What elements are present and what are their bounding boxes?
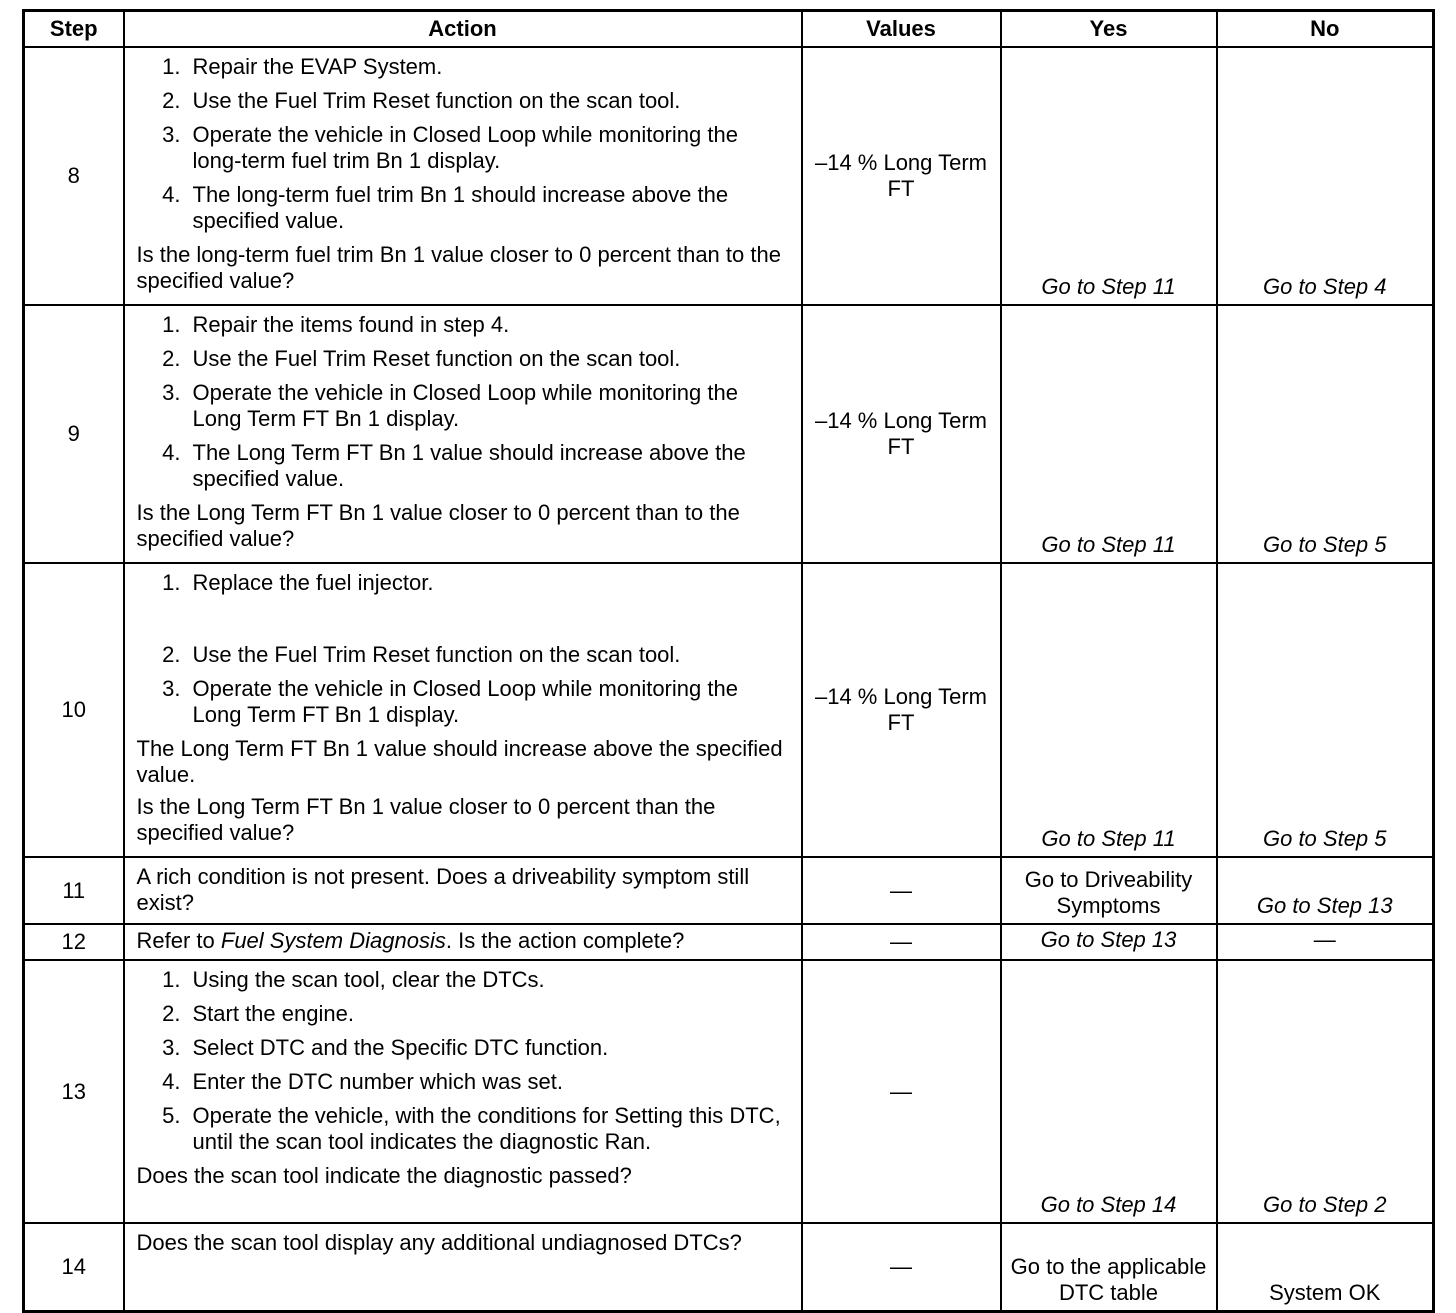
yes-cell: Go to Step 13	[1001, 924, 1217, 960]
action-cell	[124, 563, 802, 857]
yes-cell: Go to Step 11	[1001, 563, 1217, 857]
yes-cell: Go to Step 11	[1001, 305, 1217, 563]
list-item: 2. Use the Fuel Trim Reset function on the scan tool.	[162, 642, 681, 667]
values-cell: —	[802, 960, 1001, 1223]
no-cell: Go to Step 5	[1217, 563, 1434, 857]
question-text: Is the long-term fuel trim Bn 1 value closer to 0 percent than to the specified value?	[136, 242, 781, 293]
step-number: 14	[24, 1223, 124, 1311]
question-text: Is the Long Term FT Bn 1 value closer to 0 percent than to the specified value?	[136, 500, 740, 551]
reference-title: Fuel System Diagnosis	[220, 928, 446, 953]
action-cell: A rich condition is not present. Does a driveability symptom still exist?	[124, 857, 802, 924]
header-action: Action	[124, 11, 802, 48]
no-cell: System OK	[1217, 1223, 1434, 1311]
yes-cell: Go to Driveability Symptoms	[1001, 857, 1217, 924]
list-item: 4. The long-term fuel trim Bn 1 should increase above the specified value.	[162, 182, 729, 233]
no-cell: Go to Step 2	[1217, 960, 1434, 1223]
question-text: Does the scan tool indicate the diagnostic passed?	[136, 1163, 632, 1188]
note-text: The Long Term FT Bn 1 value should increase above the specified value.	[136, 736, 783, 787]
values-cell: —	[802, 1223, 1001, 1311]
no-cell: Go to Step 13	[1217, 857, 1434, 924]
values-cell: —	[802, 857, 1001, 924]
action-cell	[124, 47, 802, 305]
table-row	[24, 563, 1434, 857]
yes-cell: Go to Step 14	[1001, 960, 1217, 1223]
step-number: 8	[24, 47, 124, 305]
list-item: 1. Repair the EVAP System.	[162, 54, 443, 79]
values-cell: –14 % Long Term FT	[802, 563, 1001, 857]
action-cell: Refer to Fuel System Diagnosis. Is the action complete?	[124, 924, 802, 960]
list-item: 4. Enter the DTC number which was set.	[162, 1069, 563, 1094]
list-item: 4. The Long Term FT Bn 1 value should increase above the specified value.	[162, 440, 746, 491]
no-cell: Go to Step 4	[1217, 47, 1434, 305]
action-cell	[124, 960, 802, 1223]
list-item: 2. Use the Fuel Trim Reset function on the scan tool.	[162, 88, 681, 113]
step-number: 9	[24, 305, 124, 563]
list-item: 2. Start the engine.	[162, 1001, 354, 1026]
table-row	[24, 47, 1434, 305]
values-cell: —	[802, 924, 1001, 960]
header-step: Step	[24, 11, 124, 48]
list-item: 2. Use the Fuel Trim Reset function on the scan tool.	[162, 346, 681, 371]
list-item: 1. Repair the items found in step 4.	[162, 312, 510, 337]
list-item: 3. Select DTC and the Specific DTC function.	[162, 1035, 609, 1060]
list-item: 3. Operate the vehicle in Closed Loop while monitoring the Long Term FT Bn 1 display.	[162, 380, 738, 431]
yes-cell: Go to Step 11	[1001, 47, 1217, 305]
question-text: Is the Long Term FT Bn 1 value closer to 0 percent than the specified value?	[136, 794, 716, 845]
list-item: 1. Using the scan tool, clear the DTCs.	[162, 967, 545, 992]
header-row	[24, 11, 1434, 48]
step-number: 12	[24, 924, 124, 960]
header-no: No	[1217, 11, 1434, 48]
values-cell: –14 % Long Term FT	[802, 305, 1001, 563]
table-row	[24, 924, 1434, 960]
diagnostic-table	[22, 9, 1435, 1313]
header-values: Values	[802, 11, 1001, 48]
table-row	[24, 305, 1434, 563]
values-cell: –14 % Long Term FT	[802, 47, 1001, 305]
list-item: 1. Replace the fuel injector.	[162, 570, 434, 595]
step-number: 11	[24, 857, 124, 924]
header-yes: Yes	[1001, 11, 1217, 48]
list-item: 3. Operate the vehicle in Closed Loop while monitoring the Long Term FT Bn 1 display.	[162, 676, 738, 727]
step-number: 13	[24, 960, 124, 1223]
no-cell: —	[1217, 924, 1434, 960]
no-cell: Go to Step 5	[1217, 305, 1434, 563]
list-item: 5. Operate the vehicle, with the conditions for Setting this DTC, until the scan tool indicates the diagnostic Ran.	[162, 1103, 781, 1154]
table-row	[24, 960, 1434, 1223]
action-cell: Does the scan tool display any additional undiagnosed DTCs?	[124, 1223, 802, 1311]
table-row	[24, 1223, 1434, 1311]
step-number: 10	[24, 563, 124, 857]
action-cell	[124, 305, 802, 563]
table-row	[24, 857, 1434, 924]
yes-cell: Go to the applicable DTC table	[1001, 1223, 1217, 1311]
list-item: 3. Operate the vehicle in Closed Loop while monitoring the long-term fuel trim Bn 1 display.	[162, 122, 738, 173]
